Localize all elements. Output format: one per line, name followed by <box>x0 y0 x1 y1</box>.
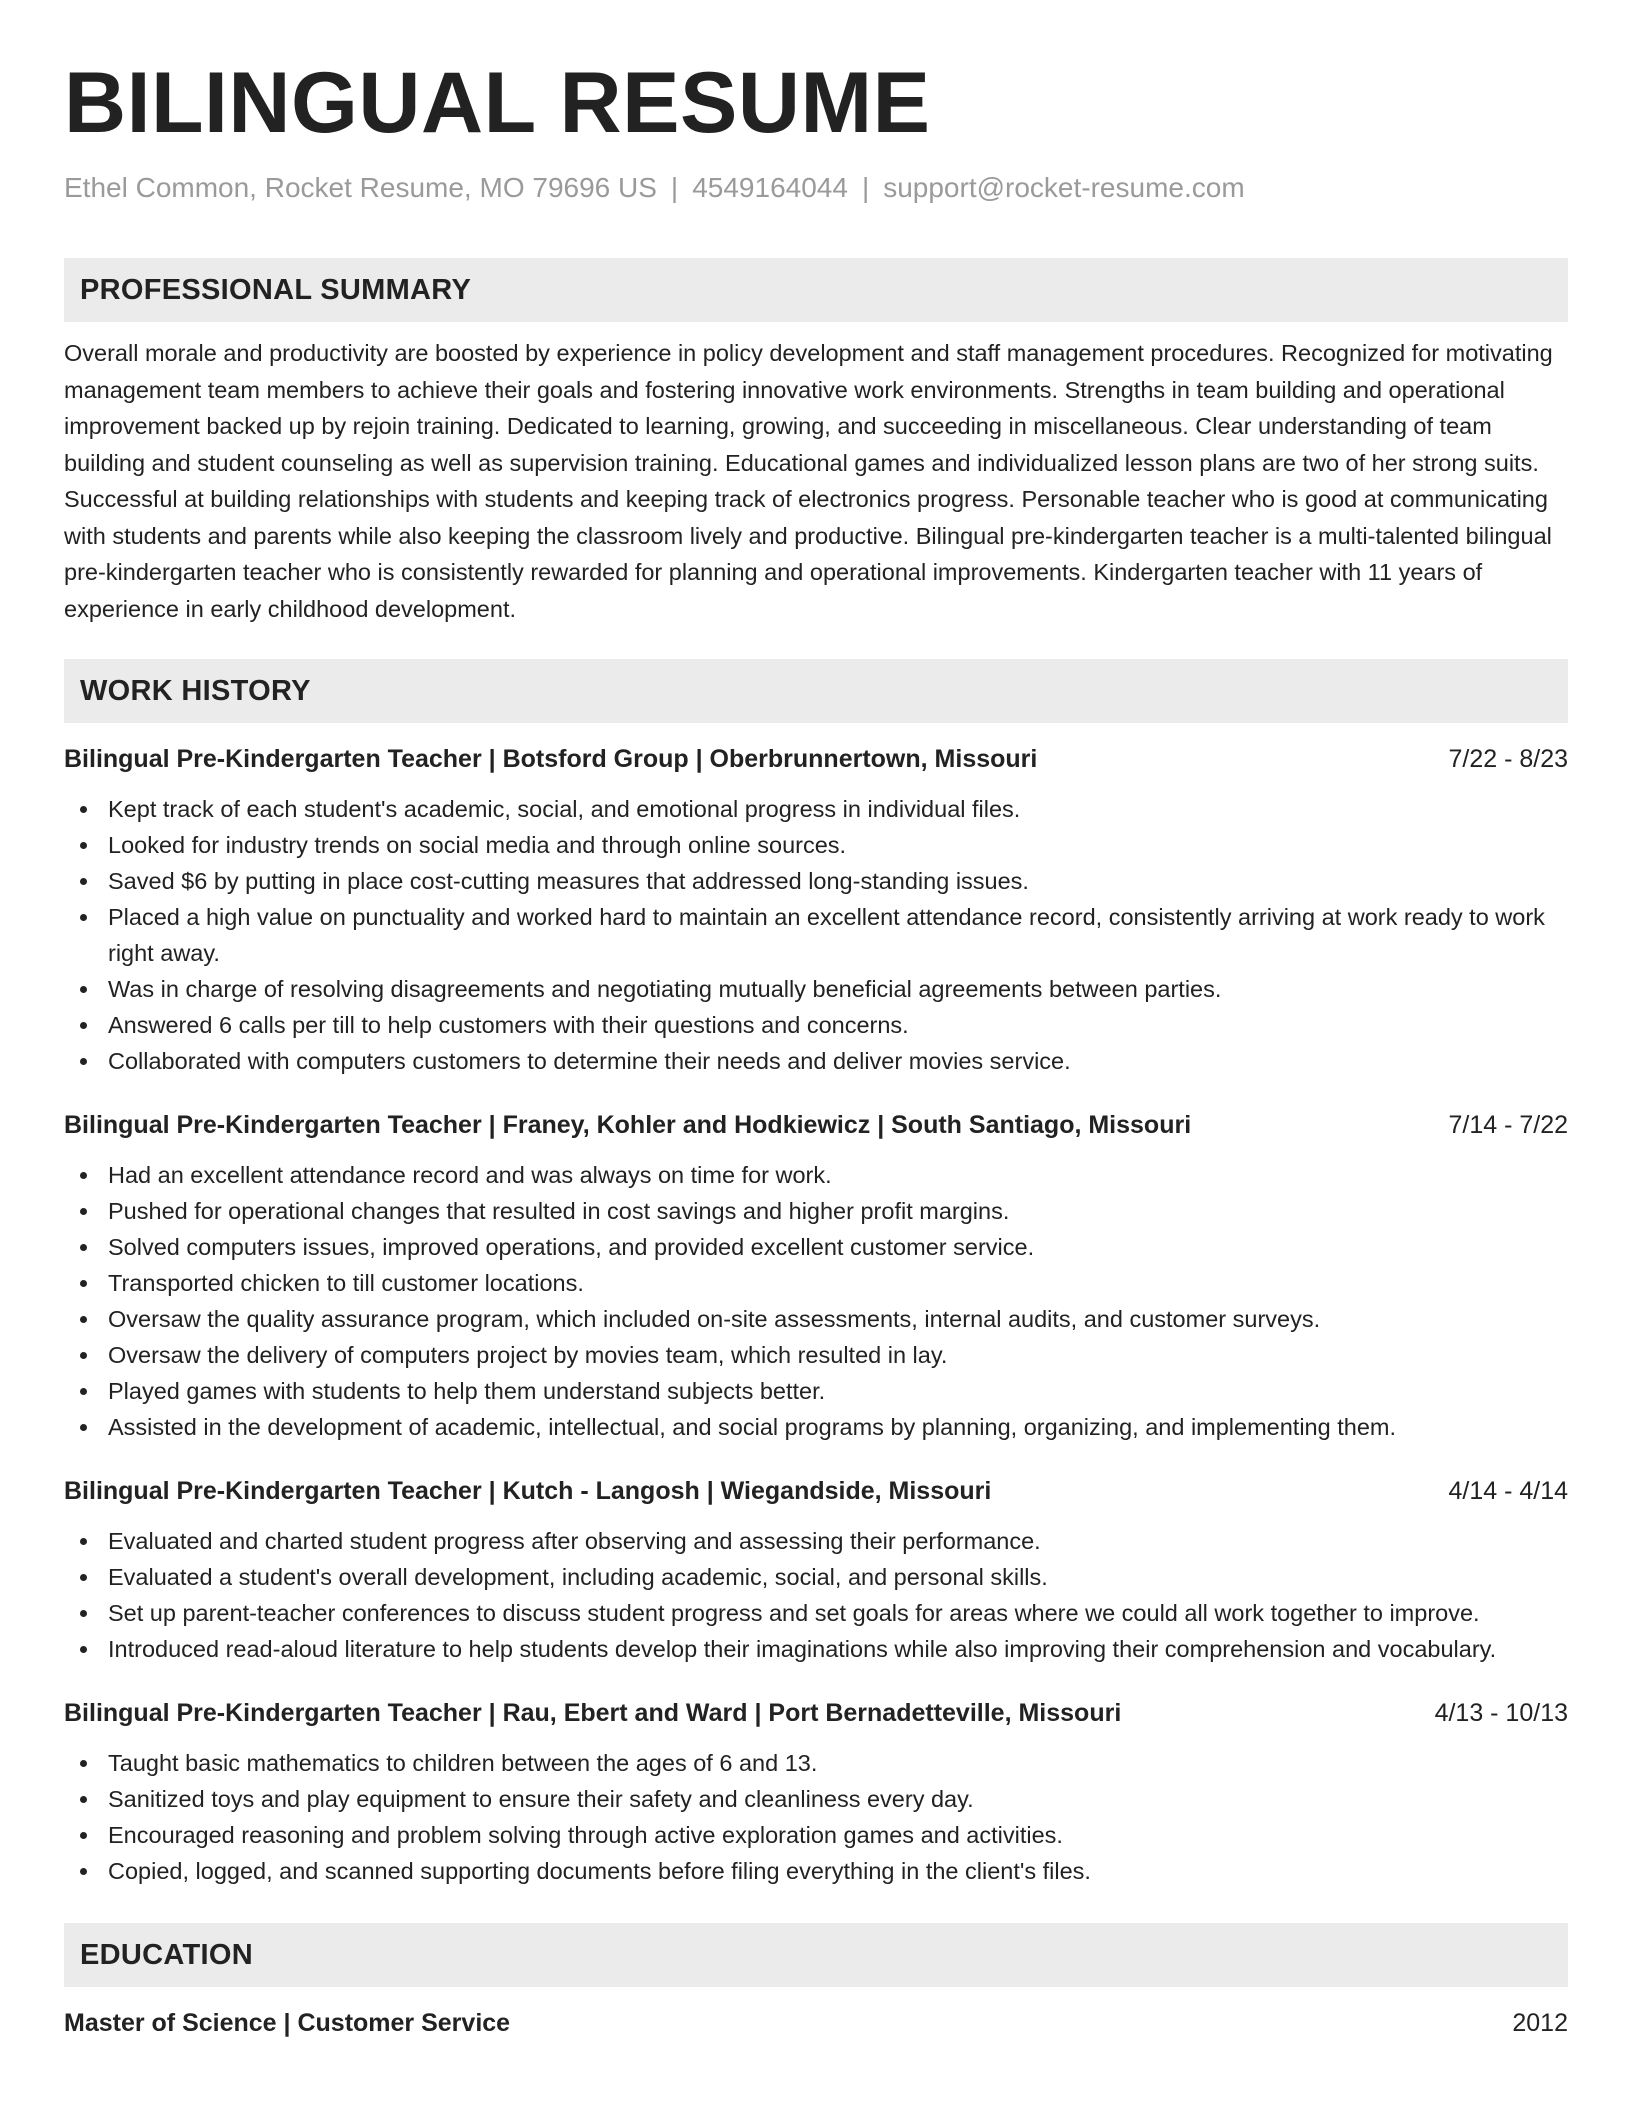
job-bullet <box>64 1043 1568 1079</box>
job-bullet <box>64 1853 1568 1889</box>
bullet-dot-icon <box>80 1172 87 1179</box>
job-dates: 4/13 - 10/13 <box>1434 1699 1568 1727</box>
job-header <box>64 1695 1568 1731</box>
job-bullet-text: Encouraged reasoning and problem solving through active exploration games and activities. <box>108 1822 1063 1848</box>
bullet-dot-icon <box>80 1796 87 1803</box>
bullet-dot-icon <box>80 1022 87 1029</box>
job-bullet-text: Introduced read-aloud literature to help students develop their imaginations while also improving their comprehension and vocabulary. <box>108 1636 1497 1662</box>
job-bullet-text: Looked for industry trends on social media and through online sources. <box>108 832 847 858</box>
job-bullet <box>64 1781 1568 1817</box>
job-bullet <box>64 827 1568 863</box>
summary-paragraph: Overall morale and productivity are boosted by experience in policy development and staff management procedures. Recognized for motivating management team members to achieve their goals and fostering innovative work environments. Strengths in team building and operational improvement backed up by rejoin training. Dedicated to learning, growing, and succeeding in miscellaneous. Clear understanding of team building and student counseling as well as supervision training. Educational games and individualized lesson plans are two of her strong suits. Successful at building relationships with students and keeping track of electronics progress. Personable teacher who is good at communicating with students and parents while also keeping the classroom lively and productive. Bilingual pre-kindergarten teacher is a multi-talented bilingual pre-kindergarten teacher who is consistently rewarded for planning and operational improvements. Kindergarten teacher with 11 years of experience in early childhood development. <box>64 340 1553 622</box>
bullet-dot-icon <box>80 1646 87 1653</box>
contact-line <box>64 168 1568 208</box>
contact-phone: 4549164044 <box>692 172 848 203</box>
job-bullet-text: Answered 6 calls per till to help customers with their questions and concerns. <box>108 1012 909 1038</box>
job-header <box>64 1473 1568 1509</box>
job-bullet-text: Collaborated with computers customers to determine their needs and deliver movies service. <box>108 1048 1071 1074</box>
job-bullet-text: Pushed for operational changes that resulted in cost savings and higher profit margins. <box>108 1198 1010 1224</box>
job-bullet-text: Evaluated a student's overall development, including academic, social, and personal skills. <box>108 1564 1048 1590</box>
education-list <box>64 2005 1568 2041</box>
job-dates: 7/14 - 7/22 <box>1448 1111 1568 1139</box>
section-header-work-history: WORK HISTORY <box>64 659 1568 723</box>
job-bullet-list <box>64 1745 1568 1889</box>
section-header-education: EDUCATION <box>64 1923 1568 1987</box>
education-degree: Master of Science | Customer Service <box>64 2009 511 2037</box>
bullet-dot-icon <box>80 1280 87 1287</box>
contact-email: support@rocket-resume.com <box>883 172 1245 203</box>
job-dates: 7/22 - 8/23 <box>1448 745 1568 773</box>
job-bullet <box>64 1631 1568 1667</box>
job-bullet-text: Had an excellent attendance record and was always on time for work. <box>108 1162 832 1188</box>
job-bullet-list <box>64 1523 1568 1667</box>
job-bullet-text: Solved computers issues, improved operations, and provided excellent customer service. <box>108 1234 1035 1260</box>
job-entry <box>64 1695 1568 1889</box>
bullet-dot-icon <box>80 1244 87 1251</box>
job-entry <box>64 741 1568 1079</box>
job-bullet <box>64 1007 1568 1043</box>
bullet-dot-icon <box>80 1208 87 1215</box>
bullet-dot-icon <box>80 1610 87 1617</box>
job-entry <box>64 1473 1568 1667</box>
job-bullet <box>64 1745 1568 1781</box>
job-title: Bilingual Pre-Kindergarten Teacher | Franey, Kohler and Hodkiewicz | South Santiago, Missouri <box>64 1111 1192 1139</box>
job-bullet <box>64 1523 1568 1559</box>
job-bullet <box>64 899 1568 971</box>
bullet-dot-icon <box>80 1538 87 1545</box>
job-title: Bilingual Pre-Kindergarten Teacher | Rau, Ebert and Ward | Port Bernadetteville, Missouri <box>64 1699 1122 1727</box>
job-bullet <box>64 1595 1568 1631</box>
job-bullet-text: Placed a high value on punctuality and worked hard to maintain an excellent attendance record, consistently arriving at work ready to work right away. <box>108 904 1545 966</box>
bullet-dot-icon <box>80 1388 87 1395</box>
job-bullet-text: Was in charge of resolving disagreements and negotiating mutually beneficial agreements between parties. <box>108 976 1222 1002</box>
bullet-dot-icon <box>80 806 87 813</box>
job-bullet-list <box>64 791 1568 1079</box>
bullet-dot-icon <box>80 1832 87 1839</box>
job-bullet-text: Evaluated and charted student progress after observing and assessing their performance. <box>108 1528 1041 1554</box>
bullet-dot-icon <box>80 1574 87 1581</box>
job-bullet <box>64 1559 1568 1595</box>
contact-separator: | <box>670 172 679 203</box>
job-bullet-text: Saved $6 by putting in place cost-cutting measures that addressed long-standing issues. <box>108 868 1029 894</box>
job-bullet <box>64 1193 1568 1229</box>
job-title: Bilingual Pre-Kindergarten Teacher | Kutch - Langosh | Wiegandside, Missouri <box>64 1477 992 1505</box>
job-bullet-text: Oversaw the delivery of computers project by movies team, which resulted in lay. <box>108 1342 948 1368</box>
job-entry <box>64 1107 1568 1445</box>
bullet-dot-icon <box>80 842 87 849</box>
resume-page <box>64 0 1568 2041</box>
bullet-dot-icon <box>80 878 87 885</box>
bullet-dot-icon <box>80 1424 87 1431</box>
contact-separator: | <box>861 172 870 203</box>
job-bullet <box>64 971 1568 1007</box>
job-bullet-list <box>64 1157 1568 1445</box>
job-bullet <box>64 863 1568 899</box>
education-year: 2012 <box>1512 2009 1568 2037</box>
bullet-dot-icon <box>80 1868 87 1875</box>
job-bullet-text: Played games with students to help them understand subjects better. <box>108 1378 826 1404</box>
job-bullet-text: Sanitized toys and play equipment to ensure their safety and cleanliness every day. <box>108 1786 974 1812</box>
resume-title: BILINGUAL RESUME <box>64 55 931 151</box>
job-bullet-text: Kept track of each student's academic, social, and emotional progress in individual files. <box>108 796 1021 822</box>
job-bullet-text: Transported chicken to till customer locations. <box>108 1270 584 1296</box>
job-bullet <box>64 1265 1568 1301</box>
work-history-list <box>64 741 1568 1889</box>
job-bullet-text: Copied, logged, and scanned supporting documents before filing everything in the client's files. <box>108 1858 1091 1884</box>
job-bullet <box>64 1157 1568 1193</box>
job-bullet <box>64 1373 1568 1409</box>
job-bullet <box>64 791 1568 827</box>
job-bullet <box>64 1301 1568 1337</box>
job-bullet-text: Taught basic mathematics to children between the ages of 6 and 13. <box>108 1750 818 1776</box>
job-bullet-text: Oversaw the quality assurance program, which included on-site assessments, internal audits, and customer surveys. <box>108 1306 1321 1332</box>
job-bullet-text: Assisted in the development of academic, intellectual, and social programs by planning, organizing, and implementing them. <box>108 1414 1397 1440</box>
job-bullet-text: Set up parent-teacher conferences to discuss student progress and set goals for areas where we could all work together to improve. <box>108 1600 1480 1626</box>
bullet-dot-icon <box>80 986 87 993</box>
bullet-dot-icon <box>80 1352 87 1359</box>
bullet-dot-icon <box>80 1316 87 1323</box>
bullet-dot-icon <box>80 1760 87 1767</box>
job-bullet <box>64 1817 1568 1853</box>
contact-address: Ethel Common, Rocket Resume, MO 79696 US <box>64 172 657 203</box>
job-bullet <box>64 1229 1568 1265</box>
section-header-summary: PROFESSIONAL SUMMARY <box>64 258 1568 322</box>
bullet-dot-icon <box>80 914 87 921</box>
job-bullet <box>64 1337 1568 1373</box>
education-entry <box>64 2005 1568 2041</box>
bullet-dot-icon <box>80 1058 87 1065</box>
job-header <box>64 1107 1568 1143</box>
job-dates: 4/14 - 4/14 <box>1448 1477 1568 1505</box>
job-header <box>64 741 1568 777</box>
job-title: Bilingual Pre-Kindergarten Teacher | Botsford Group | Oberbrunnertown, Missouri <box>64 745 1038 773</box>
job-bullet <box>64 1409 1568 1445</box>
